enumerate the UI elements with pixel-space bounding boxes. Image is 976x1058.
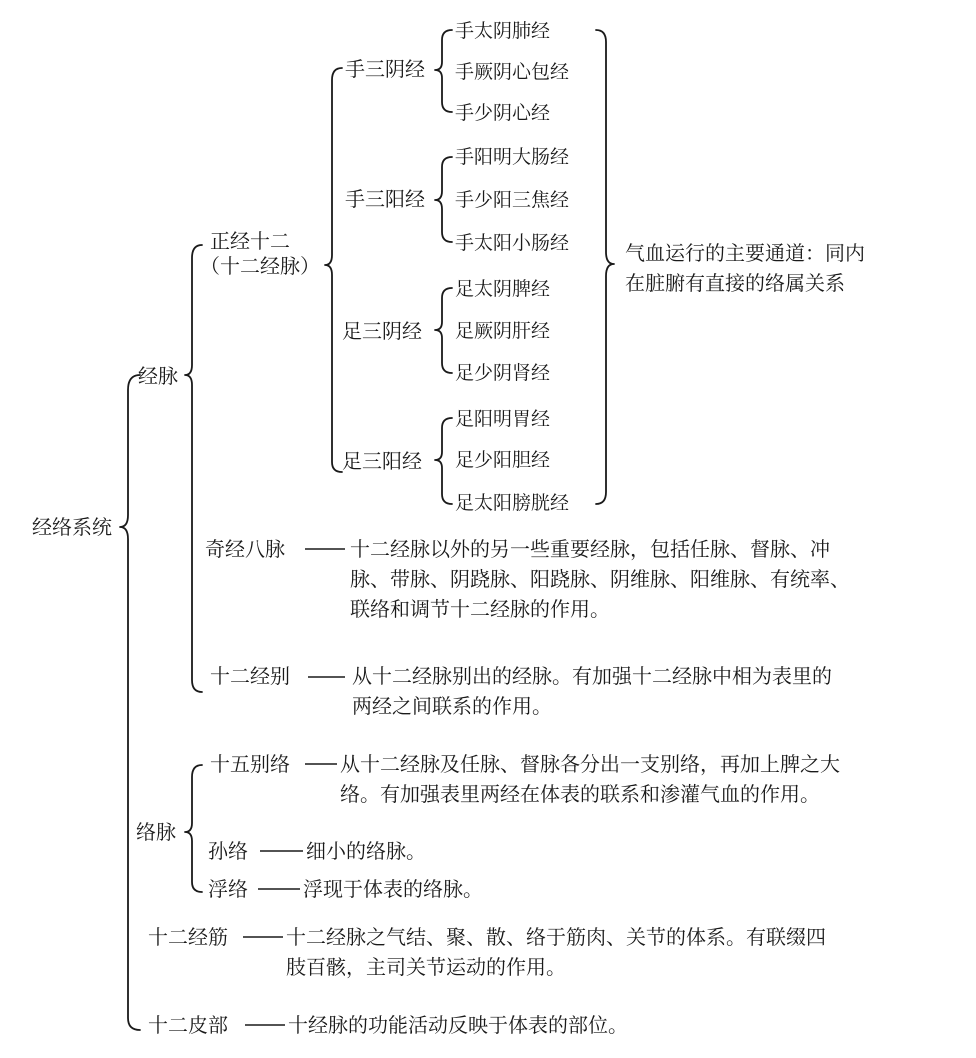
fuluo-desc: 浮现于体表的络脉。	[303, 877, 483, 901]
root-label: 经络系统	[32, 515, 112, 539]
jingbie-desc-line: 两经之间联系的作用。	[352, 694, 552, 718]
zusanyin-brace	[435, 288, 452, 373]
group-label-shousanyang: 手三阳经	[345, 187, 425, 211]
pibu-desc: 十经脉的功能活动反映于体表的部位。	[288, 1013, 628, 1037]
meridian-item: 足太阳膀胱经	[455, 492, 570, 514]
jingbie-label: 十二经别	[210, 664, 290, 688]
group-label-shousanyin: 手三阴经	[345, 57, 425, 81]
shousanyin-brace	[435, 30, 452, 112]
jingmai-brace	[185, 245, 202, 692]
sunluo-label: 孙络	[208, 839, 248, 863]
jingjin-desc-line: 肢百骸，主司关节运动的作用。	[286, 955, 566, 979]
zhengjing-desc-line1: 气血运行的主要通道：同内	[625, 241, 865, 265]
zhengjing-sublabel: （十二经脉）	[200, 254, 320, 278]
zhengjing-label: 正经十二	[210, 229, 290, 253]
qijing-desc-line: 联络和调节十二经脉的作用。	[350, 597, 610, 621]
bieluo-desc-line: 络。有加强表里两经在体表的联系和渗灌气血的作用。	[340, 782, 820, 806]
bieluo-desc-line: 从十二经脉及任脉、督脉各分出一支别络，再加上脾之大	[340, 752, 840, 776]
meridian-item: 手厥阴心包经	[455, 61, 570, 83]
root-brace	[120, 375, 140, 1030]
luomai-brace	[185, 765, 202, 892]
luomai-label: 络脉	[136, 820, 176, 844]
jingjin-desc-line: 十二经脉之气结、聚、散、络于筋肉、关节的体系。有联缀四	[286, 925, 826, 949]
jingbie-desc-line: 从十二经脉别出的经脉。有加强十二经脉中相为表里的	[352, 664, 832, 688]
closing-brace	[596, 30, 614, 504]
meridian-item: 足少阳胆经	[455, 449, 551, 471]
zusanyang-brace	[435, 418, 452, 504]
jingmai-label: 经脉	[138, 364, 178, 388]
meridian-item: 手太阴肺经	[455, 20, 551, 42]
qijing-label: 奇经八脉	[205, 537, 285, 561]
jingjin-label: 十二经筋	[148, 925, 228, 949]
meridian-item: 手少阴心经	[455, 102, 551, 124]
shousanyang-brace	[435, 157, 452, 242]
group-label-zusanyang: 足三阳经	[342, 449, 422, 473]
pibu-label: 十二皮部	[148, 1013, 228, 1037]
qijing-desc-line: 十二经脉以外的另一些重要经脉，包括任脉、督脉、冲	[350, 537, 830, 561]
sunluo-desc: 细小的络脉。	[306, 839, 426, 863]
zhengjing-desc-line2: 在脏腑有直接的络属关系	[625, 271, 845, 295]
group-label-zusanyin: 足三阴经	[342, 319, 422, 343]
meridian-item: 手阳明大肠经	[455, 146, 570, 168]
bieluo-label: 十五别络	[210, 752, 290, 776]
meridian-item: 足阳明胃经	[455, 408, 551, 430]
fuluo-label: 浮络	[208, 877, 248, 901]
zhengjing-brace	[325, 68, 342, 472]
meridian-item: 手少阳三焦经	[455, 189, 570, 211]
meridian-item: 足少阴肾经	[455, 362, 551, 384]
meridian-item: 足太阴脾经	[455, 278, 551, 300]
meridian-item: 足厥阴肝经	[455, 320, 551, 342]
qijing-desc-line: 脉、带脉、阴跷脉、阳跷脉、阴维脉、阳维脉、有统率、	[350, 567, 850, 591]
meridian-item: 手太阳小肠经	[455, 232, 570, 254]
